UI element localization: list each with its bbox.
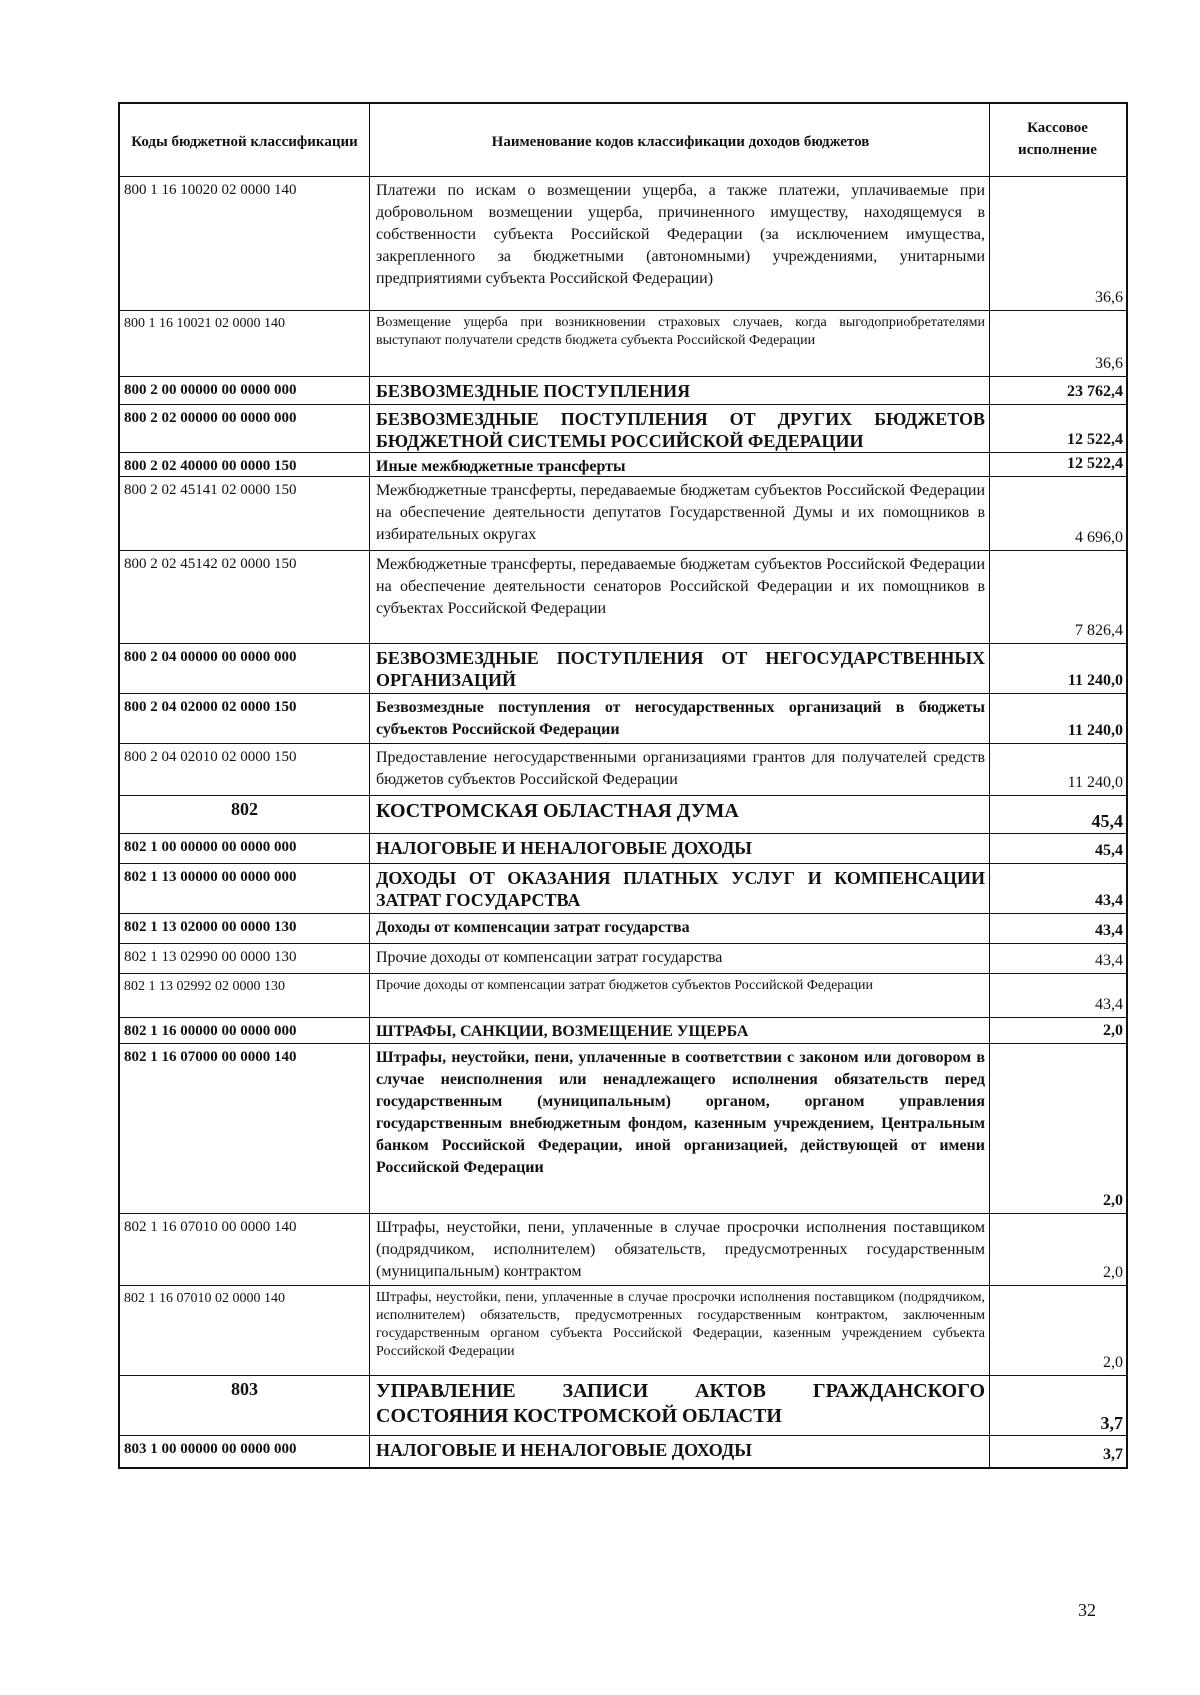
row-amount: 11 240,0 <box>1067 774 1123 791</box>
table-header-row <box>120 104 1126 176</box>
table-row <box>120 913 1126 943</box>
row-name: ШТРАФЫ, САНКЦИИ, ВОЗМЕЩЕНИЕ УЩЕРБА <box>370 1018 990 1043</box>
row-name: Возмещение ущерба при возникновении страховых случаев, когда выгодоприобретателями выступают получатели средств бюджета субъекта Российской Федерации <box>370 311 990 376</box>
row-amount: 36,6 <box>1095 289 1123 306</box>
row-name: Доходы от компенсации затрат государства <box>370 914 990 943</box>
row-name: ДОХОДЫ ОТ ОКАЗАНИЯ ПЛАТНЫХ УСЛУГ И КОМПЕНСАЦИИ ЗАТРАТ ГОСУДАРСТВА <box>370 864 990 913</box>
row-code: 800 2 04 02000 02 0000 150 <box>120 694 370 743</box>
table-row <box>120 476 1126 550</box>
row-code: 800 2 02 00000 00 0000 000 <box>120 405 370 452</box>
row-name: Межбюджетные трансферты, передаваемые бюджетам субъектов Российской Федерации на обеспечение деятельности депутатов Государственной Думы и их помощников в избирательных округах <box>370 477 990 550</box>
row-amount: 7 826,4 <box>1075 622 1123 639</box>
row-name: Штрафы, неустойки, пени, уплаченные в соответствии с законом или договором в случае неисполнения или ненадлежащего исполнения обязательств перед государственным (муниципальным) органом, органом управления государственным внебюджетным фондом, казенным учреждением, Центральным банком Российской Федерации, иной организацией, действующей от имени Российской Федерации <box>370 1044 990 1213</box>
table-row <box>120 1017 1126 1043</box>
row-amount: 11 240,0 <box>1067 672 1123 689</box>
row-code: 802 1 13 02992 02 0000 130 <box>120 974 370 1017</box>
row-amount: 11 240,0 <box>1067 722 1123 739</box>
row-amount: 45,4 <box>1095 842 1123 859</box>
table-row <box>120 1213 1126 1285</box>
row-amount: 12 522,4 <box>1067 455 1123 472</box>
header-amount: Кассовое исполнение <box>1018 120 1097 158</box>
row-name: Платежи по искам о возмещении ущерба, а также платежи, уплачиваемые при добровольном возмещении ущерба, причиненного имуществу, находящемуся в собственности субъекта Российской Федерации (за исключением имущества, закрепленного за бюджетными (автономными) учреждениями, унитарными предприятиями субъекта Российской Федерации) <box>370 177 990 310</box>
row-name: НАЛОГОВЫЕ И НЕНАЛОГОВЫЕ ДОХОДЫ <box>370 1436 990 1467</box>
row-amount: 4 696,0 <box>1075 529 1123 546</box>
revenue-table <box>118 102 1128 1469</box>
row-code: 800 2 02 45142 02 0000 150 <box>120 551 370 643</box>
table-row <box>120 973 1126 1017</box>
row-code: 803 <box>120 1376 370 1435</box>
row-name: Безвозмездные поступления от негосударственных организаций в бюджеты субъектов Российской Федерации <box>370 694 990 743</box>
row-amount: 2,0 <box>1103 1264 1123 1281</box>
header-codes: Коды бюджетной классификации <box>120 104 370 176</box>
table-row <box>120 310 1126 376</box>
row-code: 802 1 00 00000 00 0000 000 <box>120 834 370 863</box>
row-amount: 45,4 <box>1091 811 1123 831</box>
table-row <box>120 452 1126 476</box>
row-code: 802 1 16 07010 00 0000 140 <box>120 1214 370 1285</box>
table-row <box>120 1285 1126 1375</box>
table-row <box>120 376 1126 404</box>
row-code: 802 1 13 02990 00 0000 130 <box>120 944 370 973</box>
table-row <box>120 1435 1126 1467</box>
row-name: УПРАВЛЕНИЕ ЗАПИСИ АКТОВ ГРАЖДАНСКОГО СОСТОЯНИЯ КОСТРОМСКОЙ ОБЛАСТИ <box>370 1376 990 1435</box>
row-code: 800 1 16 10021 02 0000 140 <box>120 311 370 376</box>
row-name: Межбюджетные трансферты, передаваемые бюджетам субъектов Российской Федерации на обеспечение деятельности сенаторов Российской Федерации и их помощников в субъектах Российской Федерации <box>370 551 990 643</box>
row-amount: 36,6 <box>1095 355 1123 372</box>
row-code: 802 <box>120 796 370 833</box>
table-row <box>120 404 1126 452</box>
row-amount: 2,0 <box>1103 1192 1123 1209</box>
row-amount: 12 522,4 <box>1067 431 1123 448</box>
row-name: Прочие доходы от компенсации затрат государства <box>370 944 990 973</box>
row-amount: 2,0 <box>1103 1354 1123 1371</box>
row-code: 800 2 04 00000 00 0000 000 <box>120 644 370 693</box>
row-code: 802 1 16 07000 00 0000 140 <box>120 1044 370 1213</box>
table-row <box>120 693 1126 743</box>
row-code: 800 2 00 00000 00 0000 000 <box>120 377 370 404</box>
row-name: НАЛОГОВЫЕ И НЕНАЛОГОВЫЕ ДОХОДЫ <box>370 834 990 863</box>
table-row <box>120 795 1126 833</box>
row-name: БЕЗВОЗМЕЗДНЫЕ ПОСТУПЛЕНИЯ <box>370 377 990 404</box>
row-code: 800 2 04 02010 02 0000 150 <box>120 744 370 795</box>
row-amount: 43,4 <box>1095 922 1123 939</box>
row-amount: 43,4 <box>1095 892 1123 909</box>
table-row <box>120 176 1126 310</box>
row-code: 802 1 13 00000 00 0000 000 <box>120 864 370 913</box>
row-name: Иные межбюджетные трансферты <box>370 453 990 476</box>
row-name: Штрафы, неустойки, пени, уплаченные в случае просрочки исполнения поставщиком (подрядчиком, исполнителем) обязательств, предусмотренных государственным (муниципальным) контрактом <box>370 1214 990 1285</box>
page-number: 32 <box>1078 1600 1096 1620</box>
header-name: Наименование кодов классификации доходов бюджетов <box>370 104 990 176</box>
row-amount: 43,4 <box>1095 952 1123 969</box>
row-code: 800 1 16 10020 02 0000 140 <box>120 177 370 310</box>
row-name: Штрафы, неустойки, пени, уплаченные в случае просрочки исполнения поставщиком (подрядчиком, исполнителем) обязательств, предусмотренных государственным контрактом, заключенным государственным органом субъекта Российской Федерации, казенным учреждением субъекта Российской Федерации <box>370 1286 990 1375</box>
row-amount: 43,4 <box>1095 996 1123 1013</box>
row-amount: 3,7 <box>1103 1446 1123 1463</box>
table-row <box>120 743 1126 795</box>
row-code: 802 1 16 07010 02 0000 140 <box>120 1286 370 1375</box>
row-amount: 2,0 <box>1103 1022 1123 1039</box>
row-code: 803 1 00 00000 00 0000 000 <box>120 1436 370 1467</box>
row-amount: 3,7 <box>1100 1413 1123 1433</box>
row-name: БЕЗВОЗМЕЗДНЫЕ ПОСТУПЛЕНИЯ ОТ НЕГОСУДАРСТВЕННЫХ ОРГАНИЗАЦИЙ <box>370 644 990 693</box>
row-name: КОСТРОМСКАЯ ОБЛАСТНАЯ ДУМА <box>370 796 990 833</box>
row-name: Предоставление негосударственными организациями грантов для получателей средств бюджетов субъектов Российской Федерации <box>370 744 990 795</box>
table-row <box>120 943 1126 973</box>
row-code: 802 1 13 02000 00 0000 130 <box>120 914 370 943</box>
table-row <box>120 833 1126 863</box>
row-amount: 23 762,4 <box>1067 383 1123 400</box>
table-row <box>120 1375 1126 1435</box>
row-name: Прочие доходы от компенсации затрат бюджетов субъектов Российской Федерации <box>370 974 990 1017</box>
table-row <box>120 1043 1126 1213</box>
table-row <box>120 550 1126 643</box>
row-code: 800 2 02 40000 00 0000 150 <box>120 453 370 476</box>
table-row <box>120 643 1126 693</box>
row-code: 802 1 16 00000 00 0000 000 <box>120 1018 370 1043</box>
row-code: 800 2 02 45141 02 0000 150 <box>120 477 370 550</box>
row-name: БЕЗВОЗМЕЗДНЫЕ ПОСТУПЛЕНИЯ ОТ ДРУГИХ БЮДЖЕТОВ БЮДЖЕТНОЙ СИСТЕМЫ РОССИЙСКОЙ ФЕДЕРАЦИИ <box>370 405 990 452</box>
table-row <box>120 863 1126 913</box>
